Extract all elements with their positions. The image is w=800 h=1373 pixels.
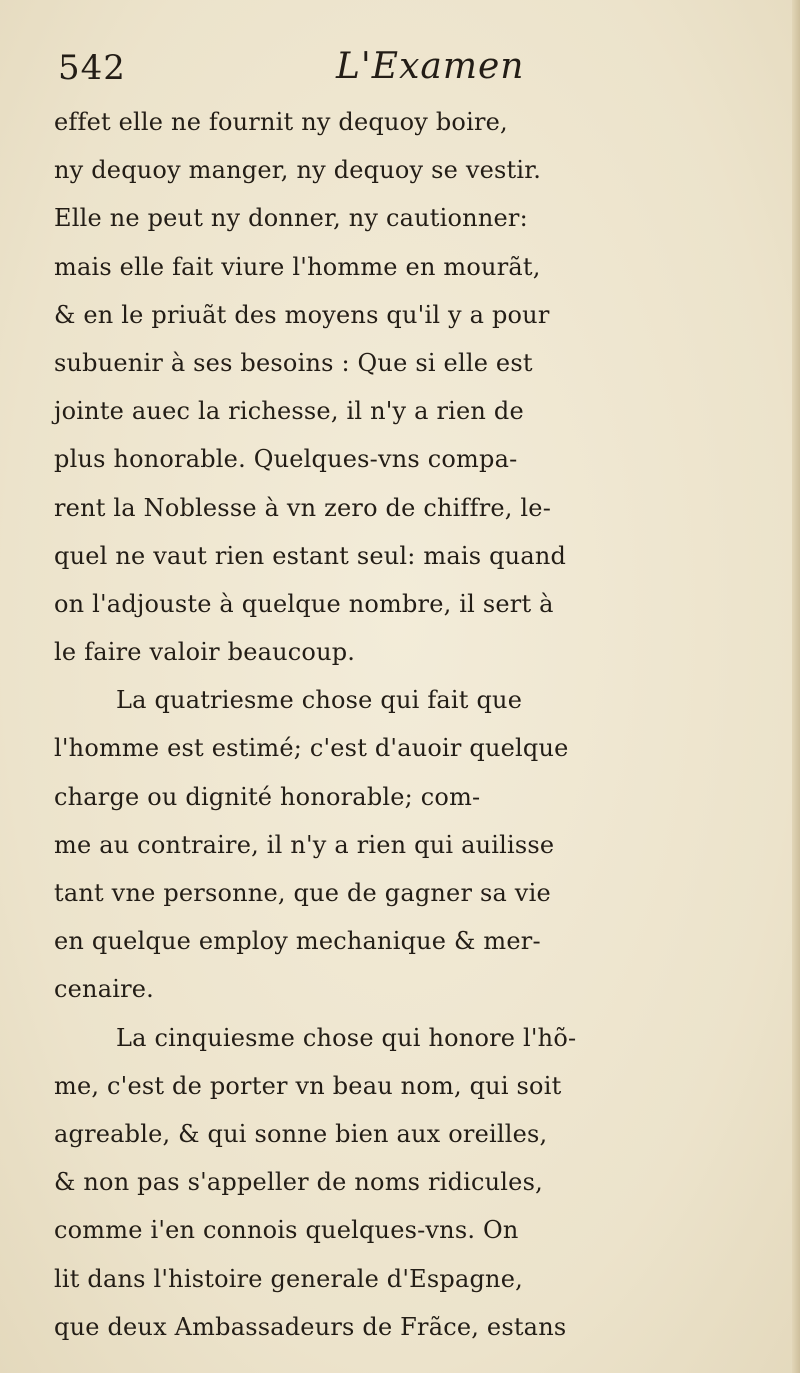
text-line: l'homme est estimé; c'est d'auoir quelque: [54, 734, 569, 763]
text-line: cenaire.: [54, 975, 154, 1004]
text-line: on l'adjouste à quelque nombre, il sert à: [54, 589, 554, 618]
text-line: que deux Ambassadeurs de Frãce, estans: [54, 1312, 567, 1341]
text-line: ny dequoy manger, ny dequoy se vestir.: [54, 156, 542, 185]
text-line: plus honorable. Quelques-vns compa-: [54, 445, 518, 474]
text-line: en quelque employ mechanique & mer-: [54, 927, 541, 956]
text-line: effet elle ne fournit ny dequoy boire,: [54, 108, 508, 136]
text-line: quel ne vaut rien estant seul: mais quand: [54, 541, 567, 570]
text-line: lit dans l'histoire generale d'Espagne,: [54, 1264, 523, 1293]
text-line: jointe auec la richesse, il n'y a rien de: [54, 397, 524, 426]
paragraph-first-line: La cinquiesme chose qui honore l'hõ-: [116, 1023, 577, 1052]
text-line: me au contraire, il n'y a rien qui auilisse: [54, 830, 555, 859]
page-edge: [792, 0, 800, 1373]
text-line: charge ou dignité honorable; com-: [54, 782, 481, 811]
text-line: mais elle fait viure l'homme en mourãt,: [54, 252, 541, 281]
text-line: comme i'en connois quelques-vns. On: [54, 1216, 519, 1245]
paragraph-first-line: La quatriesme chose qui fait que: [116, 686, 523, 715]
text-line: & en le priuãt des moyens qu'il y a pour: [54, 300, 550, 329]
text-line: & non pas s'appeller de noms ridicules,: [54, 1168, 543, 1197]
text-line: Elle ne peut ny donner, ny cautionner:: [54, 204, 528, 233]
page-number: 542: [58, 48, 126, 88]
text-line: agreable, & qui sonne bien aux oreilles,: [54, 1119, 548, 1148]
running-title: L'Examen: [336, 46, 525, 87]
text-line: rent la Noblesse à vn zero de chiffre, le-: [54, 493, 552, 522]
page-header: [56, 44, 746, 92]
text-line: me, c'est de porter vn beau nom, qui soit: [54, 1071, 562, 1100]
text-line: tant vne personne, que de gagner sa vie: [54, 879, 551, 907]
body-text: [54, 98, 754, 1351]
text-line: le faire valoir beaucoup.: [54, 638, 356, 667]
text-line: subuenir à ses besoins : Que si elle est: [54, 348, 533, 377]
